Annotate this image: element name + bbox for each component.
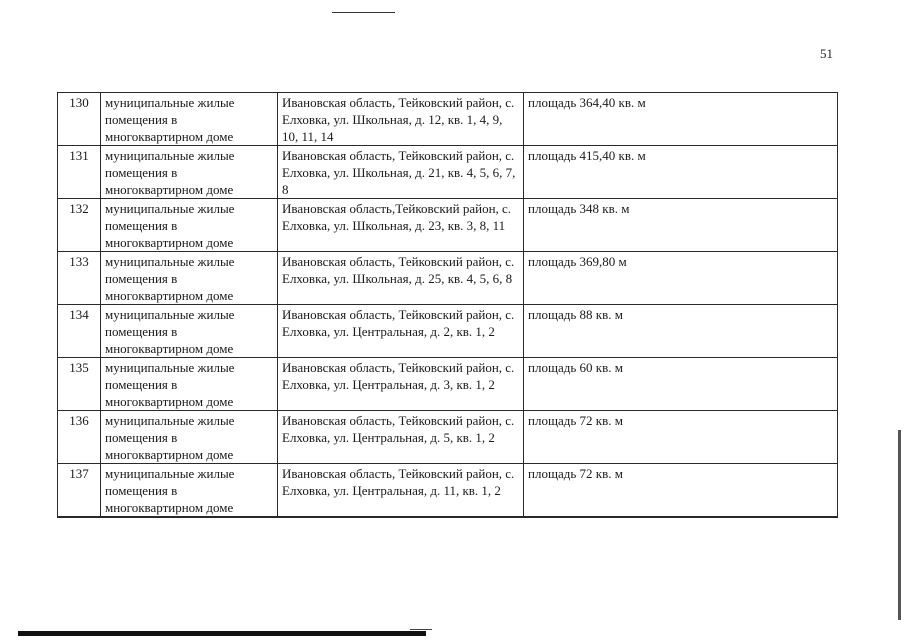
table-row [58,358,838,411]
property-name: муниципальные жилые помещения в многоквартирном доме [101,411,278,464]
top-rule [332,12,395,13]
scan-edge-bottom-thin [410,629,432,630]
table-row [58,199,838,252]
table-row [58,93,838,146]
row-number: 137 [58,464,101,518]
property-name: муниципальные жилые помещения в многоквартирном доме [101,146,278,199]
property-table [57,92,838,518]
table-row [58,464,838,518]
property-area: площадь 348 кв. м [524,199,838,252]
row-number: 132 [58,199,101,252]
table-row [58,252,838,305]
property-name: муниципальные жилые помещения в многоквартирном доме [101,199,278,252]
property-area: площадь 72 кв. м [524,411,838,464]
property-address: Ивановская область, Тейковский район, с. Елховка, ул. Центральная, д. 3, кв. 1, 2 [278,358,524,411]
table-row [58,305,838,358]
property-address: Ивановская область, Тейковский район, с. Елховка, ул. Центральная, д. 2, кв. 1, 2 [278,305,524,358]
property-name: муниципальные жилые помещения в многоквартирном доме [101,464,278,518]
page-number: 51 [820,46,833,61]
property-name: муниципальные жилые помещения в многоквартирном доме [101,305,278,358]
property-address: Ивановская область, Тейковский район, с. Елховка, ул. Школьная, д. 25, кв. 4, 5, 6, 8 [278,252,524,305]
row-number: 131 [58,146,101,199]
table-row [58,146,838,199]
row-number: 134 [58,305,101,358]
property-name: муниципальные жилые помещения в многоквартирном доме [101,252,278,305]
row-number: 135 [58,358,101,411]
property-name: муниципальные жилые помещения в многоквартирном доме [101,93,278,146]
property-area: площадь 369,80 м [524,252,838,305]
property-area: площадь 415,40 кв. м [524,146,838,199]
scan-edge-bottom [18,631,426,636]
property-address: Ивановская область,Тейковский район, с. Елховка, ул. Школьная, д. 23, кв. 3, 8, 11 [278,199,524,252]
property-name: муниципальные жилые помещения в многоквартирном доме [101,358,278,411]
row-number: 136 [58,411,101,464]
property-area: площадь 60 кв. м [524,358,838,411]
property-area: площадь 364,40 кв. м [524,93,838,146]
property-address: Ивановская область, Тейковский район, с. Елховка, ул. Школьная, д. 21, кв. 4, 5, 6, 7, 8 [278,146,524,199]
row-number: 133 [58,252,101,305]
table-row [58,411,838,464]
property-address: Ивановская область, Тейковский район, с. Елховка, ул. Центральная, д. 11, кв. 1, 2 [278,464,524,518]
property-address: Ивановская область, Тейковский район, с. Елховка, ул. Центральная, д. 5, кв. 1, 2 [278,411,524,464]
property-area: площадь 88 кв. м [524,305,838,358]
scan-edge-right [898,430,901,620]
row-number: 130 [58,93,101,146]
property-address: Ивановская область, Тейковский район, с. Елховка, ул. Школьная, д. 12, кв. 1, 4, 9, 10, 11, 14 [278,93,524,146]
property-area: площадь 72 кв. м [524,464,838,518]
